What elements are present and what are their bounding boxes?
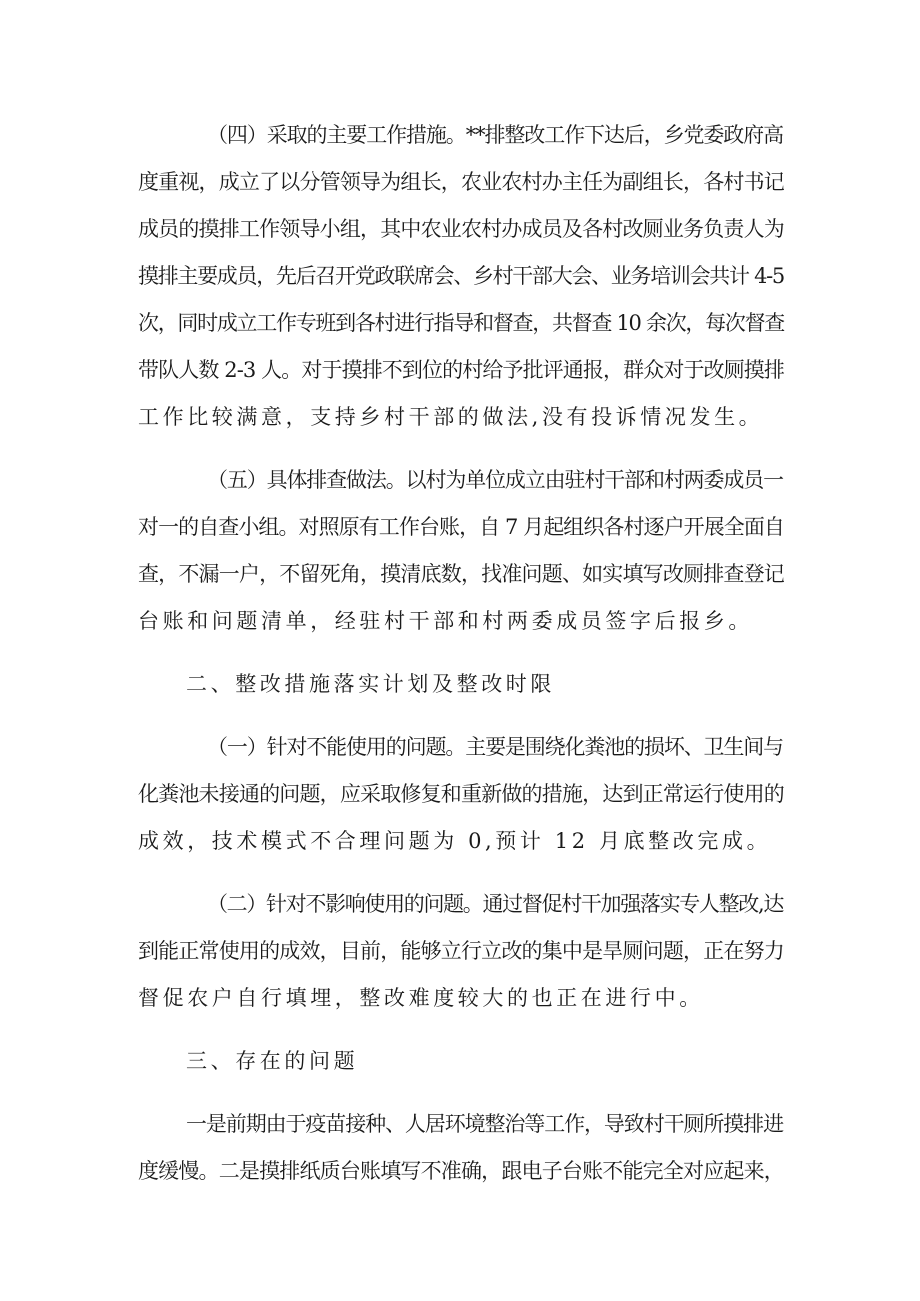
text-line: 工作比较满意，支持乡村干部的做法,没有投诉情况发生。 (138, 405, 764, 429)
text-line: 对一的自查小组。对照原有工作台账，自 7 月起组织各村逐户开展全面自 (138, 515, 784, 539)
text-line: （一）针对不能使用的问题。主要是围绕化粪池的损坏、卫生间与 (207, 735, 783, 759)
text-line: 度重视，成立了以分管领导为组长，农业农村办主任为副组长，各村书记 (138, 170, 784, 194)
text-line: （二）针对不影响使用的问题。通过督促村干加强落实专人整改,达 (207, 892, 783, 916)
section-heading: 二、整改措施落实计划及整改时限 (186, 672, 555, 696)
section-heading: 三、存在的问题 (186, 1049, 359, 1073)
text-line: （五）具体排查做法。以村为单位成立由驻村干部和村两委成员一 (207, 468, 783, 492)
text-line: 度缓慢。二是摸排纸质台账填写不准确，跟电子台账不能完全对应起来， (138, 1159, 784, 1183)
text-line: 带队人数 2-3 人。对于摸排不到位的村给予批评通报，群众对于改厕摸排 (138, 358, 784, 382)
text-line: （四）采取的主要工作措施。**排整改工作下达后，乡党委政府高 (207, 123, 783, 147)
text-line: 化粪池未接通的问题，应采取修复和重新做的措施，达到正常运行使用的 (138, 782, 784, 806)
text-line: 一是前期由于疫苗接种、人居环境整治等工作，导致村干厕所摸排进 (186, 1112, 783, 1136)
text-line: 次，同时成立工作专班到各村进行指导和督查，共督查 10 余次，每次督查 (138, 311, 784, 335)
text-line: 摸排主要成员，先后召开党政联席会、乡村干部大会、业务培训会共计 4-5 (138, 264, 784, 288)
text-line: 成效，技术模式不合理问题为 0,预计 12 月底整改完成。 (138, 829, 772, 853)
text-line: 台账和问题清单，经驻村干部和村两委成员签字后报乡。 (138, 609, 753, 633)
text-line: 到能正常使用的成效，目前，能够立行立改的集中是旱厕问题，正在努力 (138, 939, 784, 963)
text-line: 督促农户自行填埋，整改难度较大的也正在进行中。 (138, 986, 704, 1010)
text-line: 查，不漏一户，不留死角，摸清底数，找准问题、如实填写改厕排查登记 (138, 562, 784, 586)
text-line: 成员的摸排工作领导小组，其中农业农村办成员及各村改厕业务负责人为 (138, 217, 784, 241)
